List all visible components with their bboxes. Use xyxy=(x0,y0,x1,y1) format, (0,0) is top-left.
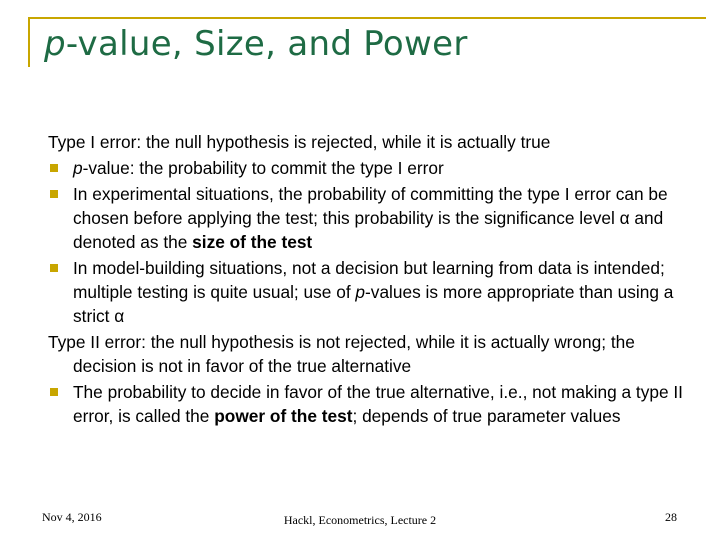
bold-size-of-test: size of the test xyxy=(192,232,313,252)
bullet-text-part: In model-building situations, not a decision but learning from data is intended; multiple testing is quite usual; use of xyxy=(73,258,665,302)
italic-p: p xyxy=(73,158,83,178)
bold-power-of-test: power of the test xyxy=(214,406,353,426)
bullet-text-part: In experimental situations, the probability of committing the type I error can be chosen before applying the test; this probability is the significance level α and denoted as the xyxy=(73,184,668,252)
footer-title: Hackl, Econometrics, Lecture 2 xyxy=(283,513,437,527)
bullet-text xyxy=(73,182,688,254)
bullet-text xyxy=(73,156,688,180)
type-one-error-paragraph: Type I error: the null hypothesis is rejected, while it is actually true xyxy=(48,132,551,152)
title-italic-p: p xyxy=(44,24,66,64)
bullet-text xyxy=(73,256,688,328)
title-frame-left xyxy=(28,17,30,67)
slide-content xyxy=(48,130,688,430)
footer-date: Nov 4, 2016 xyxy=(42,510,102,524)
bullet-text-part: -value: the probability to commit the type I error xyxy=(82,158,444,178)
page-number: 28 xyxy=(665,510,677,524)
square-bullet-icon xyxy=(50,264,58,272)
square-bullet-icon xyxy=(50,190,58,198)
italic-p: p xyxy=(355,282,366,302)
bullet-text-part: The probability to decide in favor of the true alternative, i.e., not making a type II error, is called the xyxy=(73,382,683,426)
bullet-pvalue xyxy=(48,156,688,180)
bullet-text-part: ; depends of true parameter values xyxy=(352,406,621,426)
slide-title xyxy=(44,24,468,64)
title-frame-top xyxy=(28,17,706,19)
square-bullet-icon xyxy=(50,164,58,172)
bullet-text-part: -values is more appropriate than using a strict α xyxy=(73,282,674,326)
title-rest: -value, Size, and Power xyxy=(65,24,468,64)
bullet-text xyxy=(73,380,688,428)
bullet-experimental xyxy=(48,182,688,254)
square-bullet-icon xyxy=(50,388,58,396)
type-two-error-paragraph: Type II error: the null hypothesis is not rejected, while it is actually wrong; the decision is not in favor of the true alternative xyxy=(48,332,635,376)
bullet-power xyxy=(48,380,688,428)
bullet-model-building xyxy=(48,256,688,328)
